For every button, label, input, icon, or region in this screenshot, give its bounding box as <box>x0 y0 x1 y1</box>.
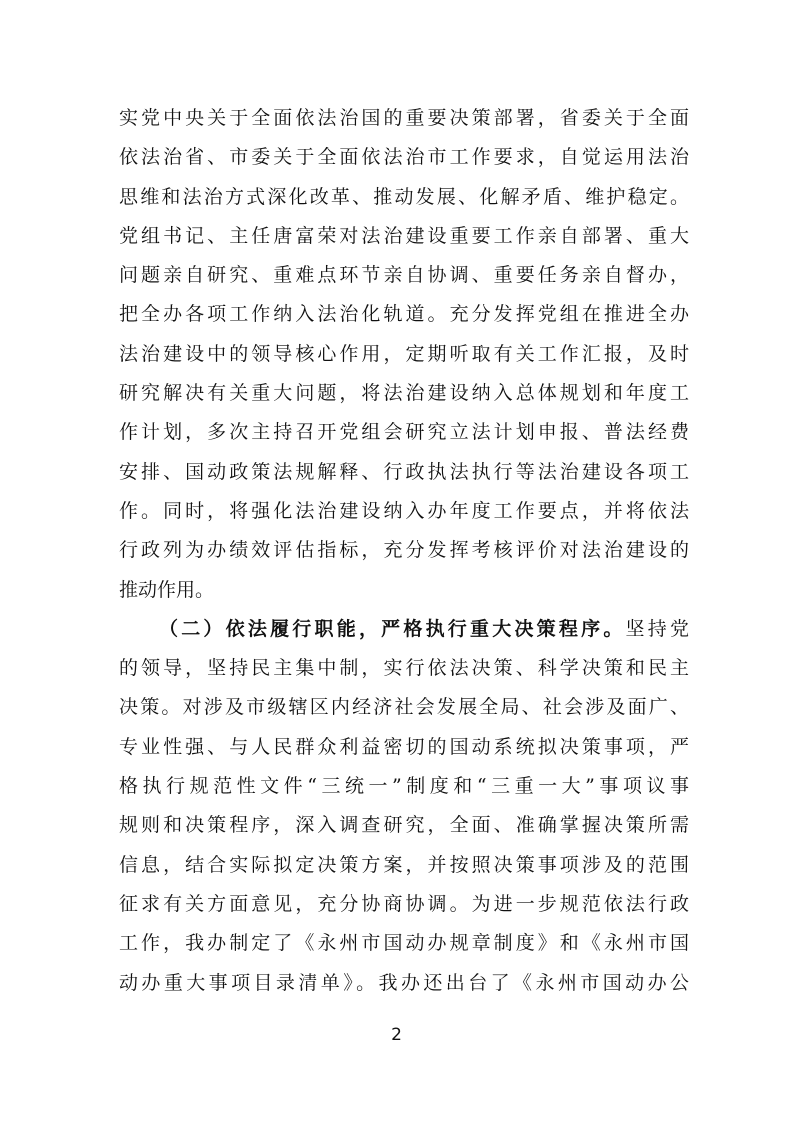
text-line: 动办重大事项目录清单》。我办还出台了《永州市国动办公 <box>119 971 689 994</box>
text-line: 依法治省、市委关于全面依法治市工作要求，自觉运用法治 <box>119 146 689 169</box>
text-line: 规则和决策程序，深入调查研究，全面、准确掌握决策所需 <box>119 814 689 837</box>
text-line: 把全办各项工作纳入法治化轨道。充分发挥党组在推进全办 <box>119 303 689 326</box>
text-line: 征求有关方面意见，充分协商协调。为进一步规范依法行政 <box>119 892 689 915</box>
text-line: 实党中央关于全面依法治国的重要决策部署，省委关于全面 <box>119 107 689 129</box>
text-line: 思维和法治方式深化改革、推动发展、化解矛盾、维护稳定。 <box>119 185 689 208</box>
text-line: 专业性强、与人民群众利益密切的国动系统拟决策事项，严 <box>119 735 689 758</box>
paragraph-1 <box>119 99 689 610</box>
text-line: 研究解决有关重大问题，将法治建设纳入总体规划和年度工 <box>119 382 689 405</box>
text-line: 行政列为办绩效评估指标，充分发挥考核评价对法治建设的 <box>119 539 689 562</box>
text-line: 作计划，多次主持召开党组会研究立法计划申报、普法经费 <box>119 421 689 444</box>
text-line: 法治建设中的领导核心作用，定期听取有关工作汇报，及时 <box>119 342 689 365</box>
text-line: 信息，结合实际拟定决策方案，并按照决策事项涉及的范围 <box>119 853 689 876</box>
text-line <box>119 610 689 649</box>
text-line: 格执行规范性文件“三统一”制度和“三重一大”事项议事 <box>119 775 689 798</box>
text-line: 决策。对涉及市级辖区内经济社会发展全局、社会涉及面广、 <box>119 696 689 719</box>
page-number: 2 <box>391 1025 402 1045</box>
text-line: 的领导，坚持民主集中制，实行依法决策、科学决策和民主 <box>119 657 689 680</box>
text-line: 问题亲自研究、重难点环节亲自协调、重要任务亲自督办， <box>119 264 689 287</box>
text-line: 安排、国动政策法规解释、行政执法执行等法治建设各项工 <box>119 460 689 483</box>
body-text <box>119 99 689 1003</box>
text-line: 作。同时，将强化法治建设纳入办年度工作要点，并将依法 <box>119 499 689 522</box>
text-line: 工作，我办制定了《永州市国动办规章制度》和《永州市国 <box>119 932 689 955</box>
text-line: 推动作用。 <box>119 578 215 601</box>
paragraph-2 <box>119 610 689 1003</box>
text-line: 党组书记、主任唐富荣对法治建设重要工作亲自部署、重大 <box>119 224 689 247</box>
section-heading: （二）依法履行职能，严格执行重大决策程序。 <box>159 617 626 640</box>
text-fragment: 坚持党 <box>625 617 689 640</box>
